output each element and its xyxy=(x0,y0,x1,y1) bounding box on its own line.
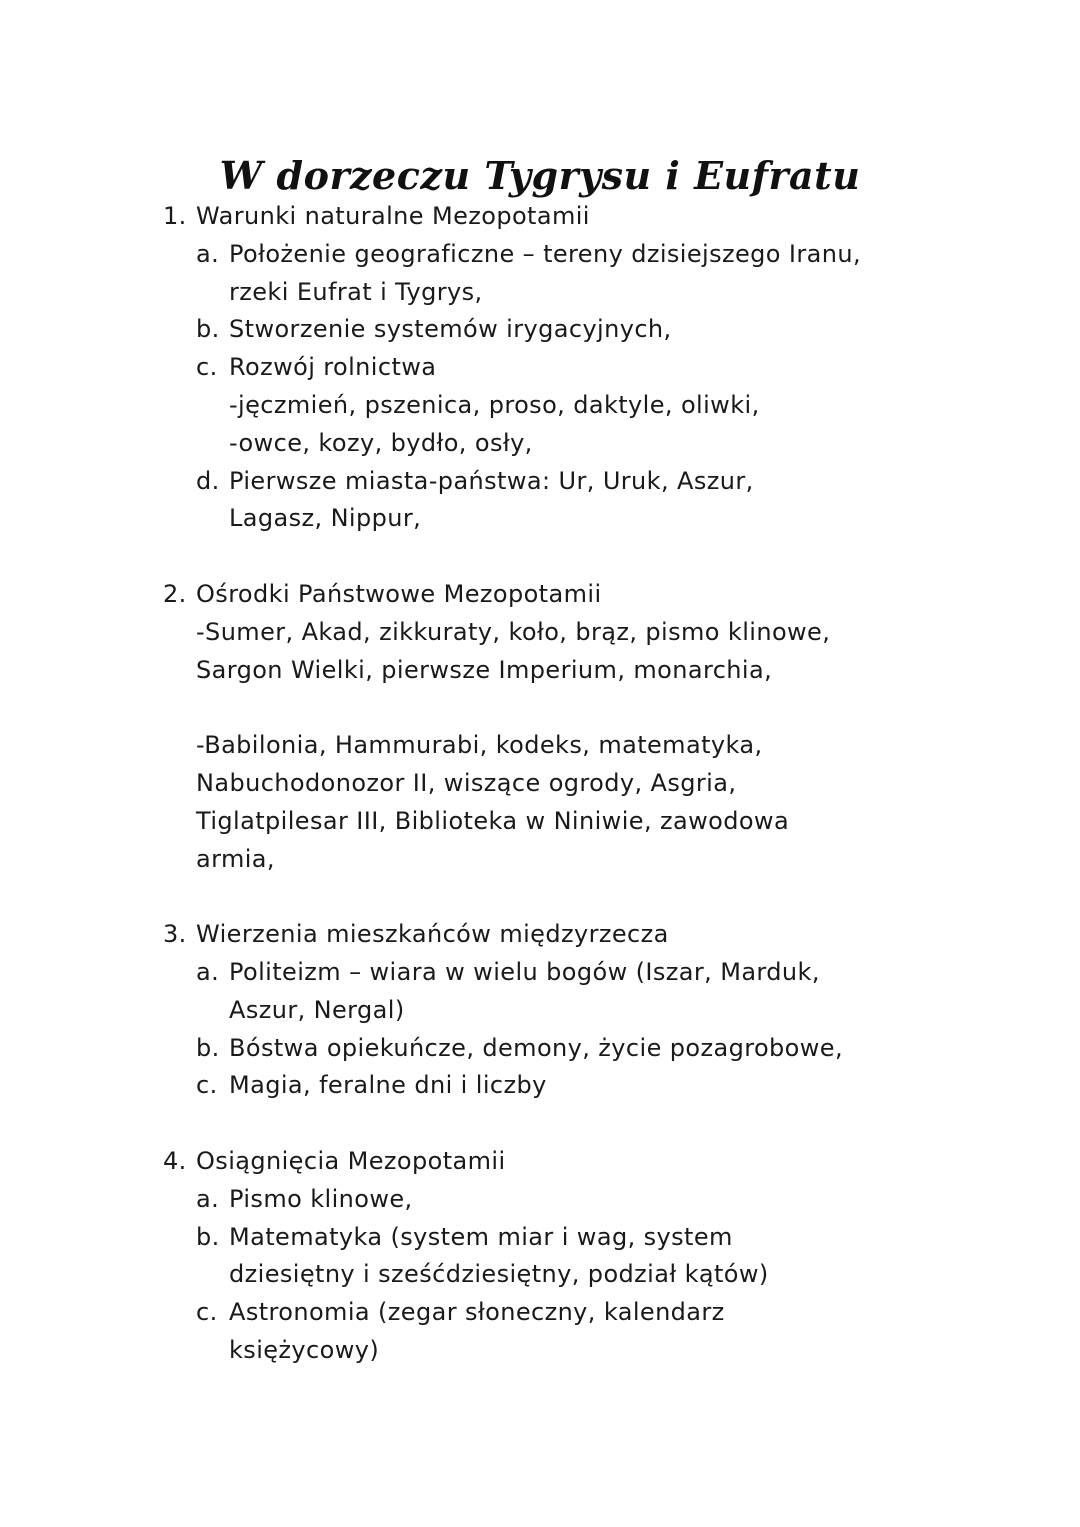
list-item-line xyxy=(163,1256,1043,1294)
list-item-line xyxy=(163,1294,1043,1332)
section-heading-text: Wierzenia mieszkańców międzyrzecza xyxy=(196,920,669,949)
list-item-line xyxy=(163,425,1043,463)
list-item-marker: a. xyxy=(196,239,220,268)
document-body xyxy=(163,198,1043,1370)
list-item-text: rzeki Eufrat i Tygrys, xyxy=(229,277,483,306)
list-item-marker: d. xyxy=(196,466,220,495)
list-item-line xyxy=(163,1067,1043,1105)
paragraph-line: Tiglatpilesar III, Biblioteka w Niniwie, zawodowa xyxy=(196,806,790,835)
list-item-text: Rozwój rolnictwa xyxy=(229,353,437,382)
list-item-line xyxy=(163,1181,1043,1219)
paragraph-line: -Babilonia, Hammurabi, kodeks, matematyka, xyxy=(196,731,763,760)
blank-line xyxy=(163,878,1043,916)
list-item-text: Matematyka (system miar i wag, system xyxy=(229,1222,733,1251)
document-title: W dorzeczu Tygrysu i Eufratu xyxy=(219,153,861,199)
list-item-marker: b. xyxy=(196,1033,220,1062)
list-item-line xyxy=(163,1332,1043,1370)
section-heading-text: Osiągnięcia Mezopotamii xyxy=(196,1146,506,1175)
list-item-line xyxy=(163,1219,1043,1257)
list-item-marker: b. xyxy=(196,315,220,344)
section-heading xyxy=(163,916,1043,954)
list-item-marker: c. xyxy=(196,1071,218,1100)
list-item-marker: a. xyxy=(196,957,220,986)
paragraph-line: Nabuchodonozor II, wiszące ogrody, Asgria, xyxy=(196,768,737,797)
section-number: 1. xyxy=(163,202,187,230)
list-item-line xyxy=(163,236,1043,274)
list-item-line xyxy=(163,274,1043,312)
list-item-text: Lagasz, Nippur, xyxy=(229,504,422,533)
blank-line xyxy=(163,689,1043,727)
list-item-text: Pierwsze miasta-państwa: Ur, Uruk, Aszur, xyxy=(229,466,754,495)
paragraph-line: armia, xyxy=(196,844,275,873)
section-1 xyxy=(163,198,1043,538)
list-item-text: Politeizm – wiara w wielu bogów (Iszar, Marduk, xyxy=(229,957,820,986)
list-item-line xyxy=(163,992,1043,1030)
section-heading-text: Warunki naturalne Mezopotamii xyxy=(196,202,590,230)
blank-line xyxy=(163,1105,1043,1143)
list-item-line xyxy=(163,1030,1043,1068)
list-item-marker: b. xyxy=(196,1222,220,1251)
list-item-marker: c. xyxy=(196,1298,218,1327)
list-item-line xyxy=(163,311,1043,349)
list-item-text: Stworzenie systemów irygacyjnych, xyxy=(229,315,672,344)
list-item-text: dziesiętny i sześćdziesiętny, podział kątów) xyxy=(229,1260,769,1289)
section-4 xyxy=(163,1143,1043,1370)
paragraph-line: Sargon Wielki, pierwsze Imperium, monarchia, xyxy=(196,655,773,684)
list-item-line xyxy=(163,954,1043,992)
list-item-line xyxy=(163,387,1043,425)
section-number: 3. xyxy=(163,920,187,949)
list-item-line xyxy=(163,349,1043,387)
list-item-text: Pismo klinowe, xyxy=(229,1184,413,1213)
list-item-text: Aszur, Nergal) xyxy=(229,995,405,1024)
list-item-text: Astronomia (zegar słoneczny, kalendarz xyxy=(229,1298,725,1327)
section-3 xyxy=(163,916,1043,1105)
list-item-text: -owce, kozy, bydło, osły, xyxy=(229,428,533,457)
list-item-text: Magia, feralne dni i liczby xyxy=(229,1071,547,1100)
paragraph-line: -Sumer, Akad, zikkuraty, koło, brąz, pismo klinowe, xyxy=(196,617,831,646)
list-item-text: Bóstwa opiekuńcze, demony, życie pozagrobowe, xyxy=(229,1033,843,1062)
list-item-marker: a. xyxy=(196,1184,220,1213)
section-2 xyxy=(163,576,1043,878)
section-heading xyxy=(163,1143,1043,1181)
blank-line xyxy=(163,538,1043,576)
list-item-marker: c. xyxy=(196,353,218,382)
list-item-text: -jęczmień, pszenica, proso, daktyle, oliwki, xyxy=(229,390,760,419)
list-item-text: księżycowy) xyxy=(229,1335,380,1364)
list-item-line xyxy=(163,500,1043,538)
section-number: 4. xyxy=(163,1146,187,1175)
section-heading xyxy=(163,576,1043,614)
section-heading-text: Ośrodki Państwowe Mezopotamii xyxy=(196,579,602,608)
section-heading xyxy=(163,198,1043,236)
list-item-text: Położenie geograficzne – tereny dzisiejszego Iranu, xyxy=(229,239,862,268)
list-item-line xyxy=(163,463,1043,501)
section-number: 2. xyxy=(163,579,187,608)
